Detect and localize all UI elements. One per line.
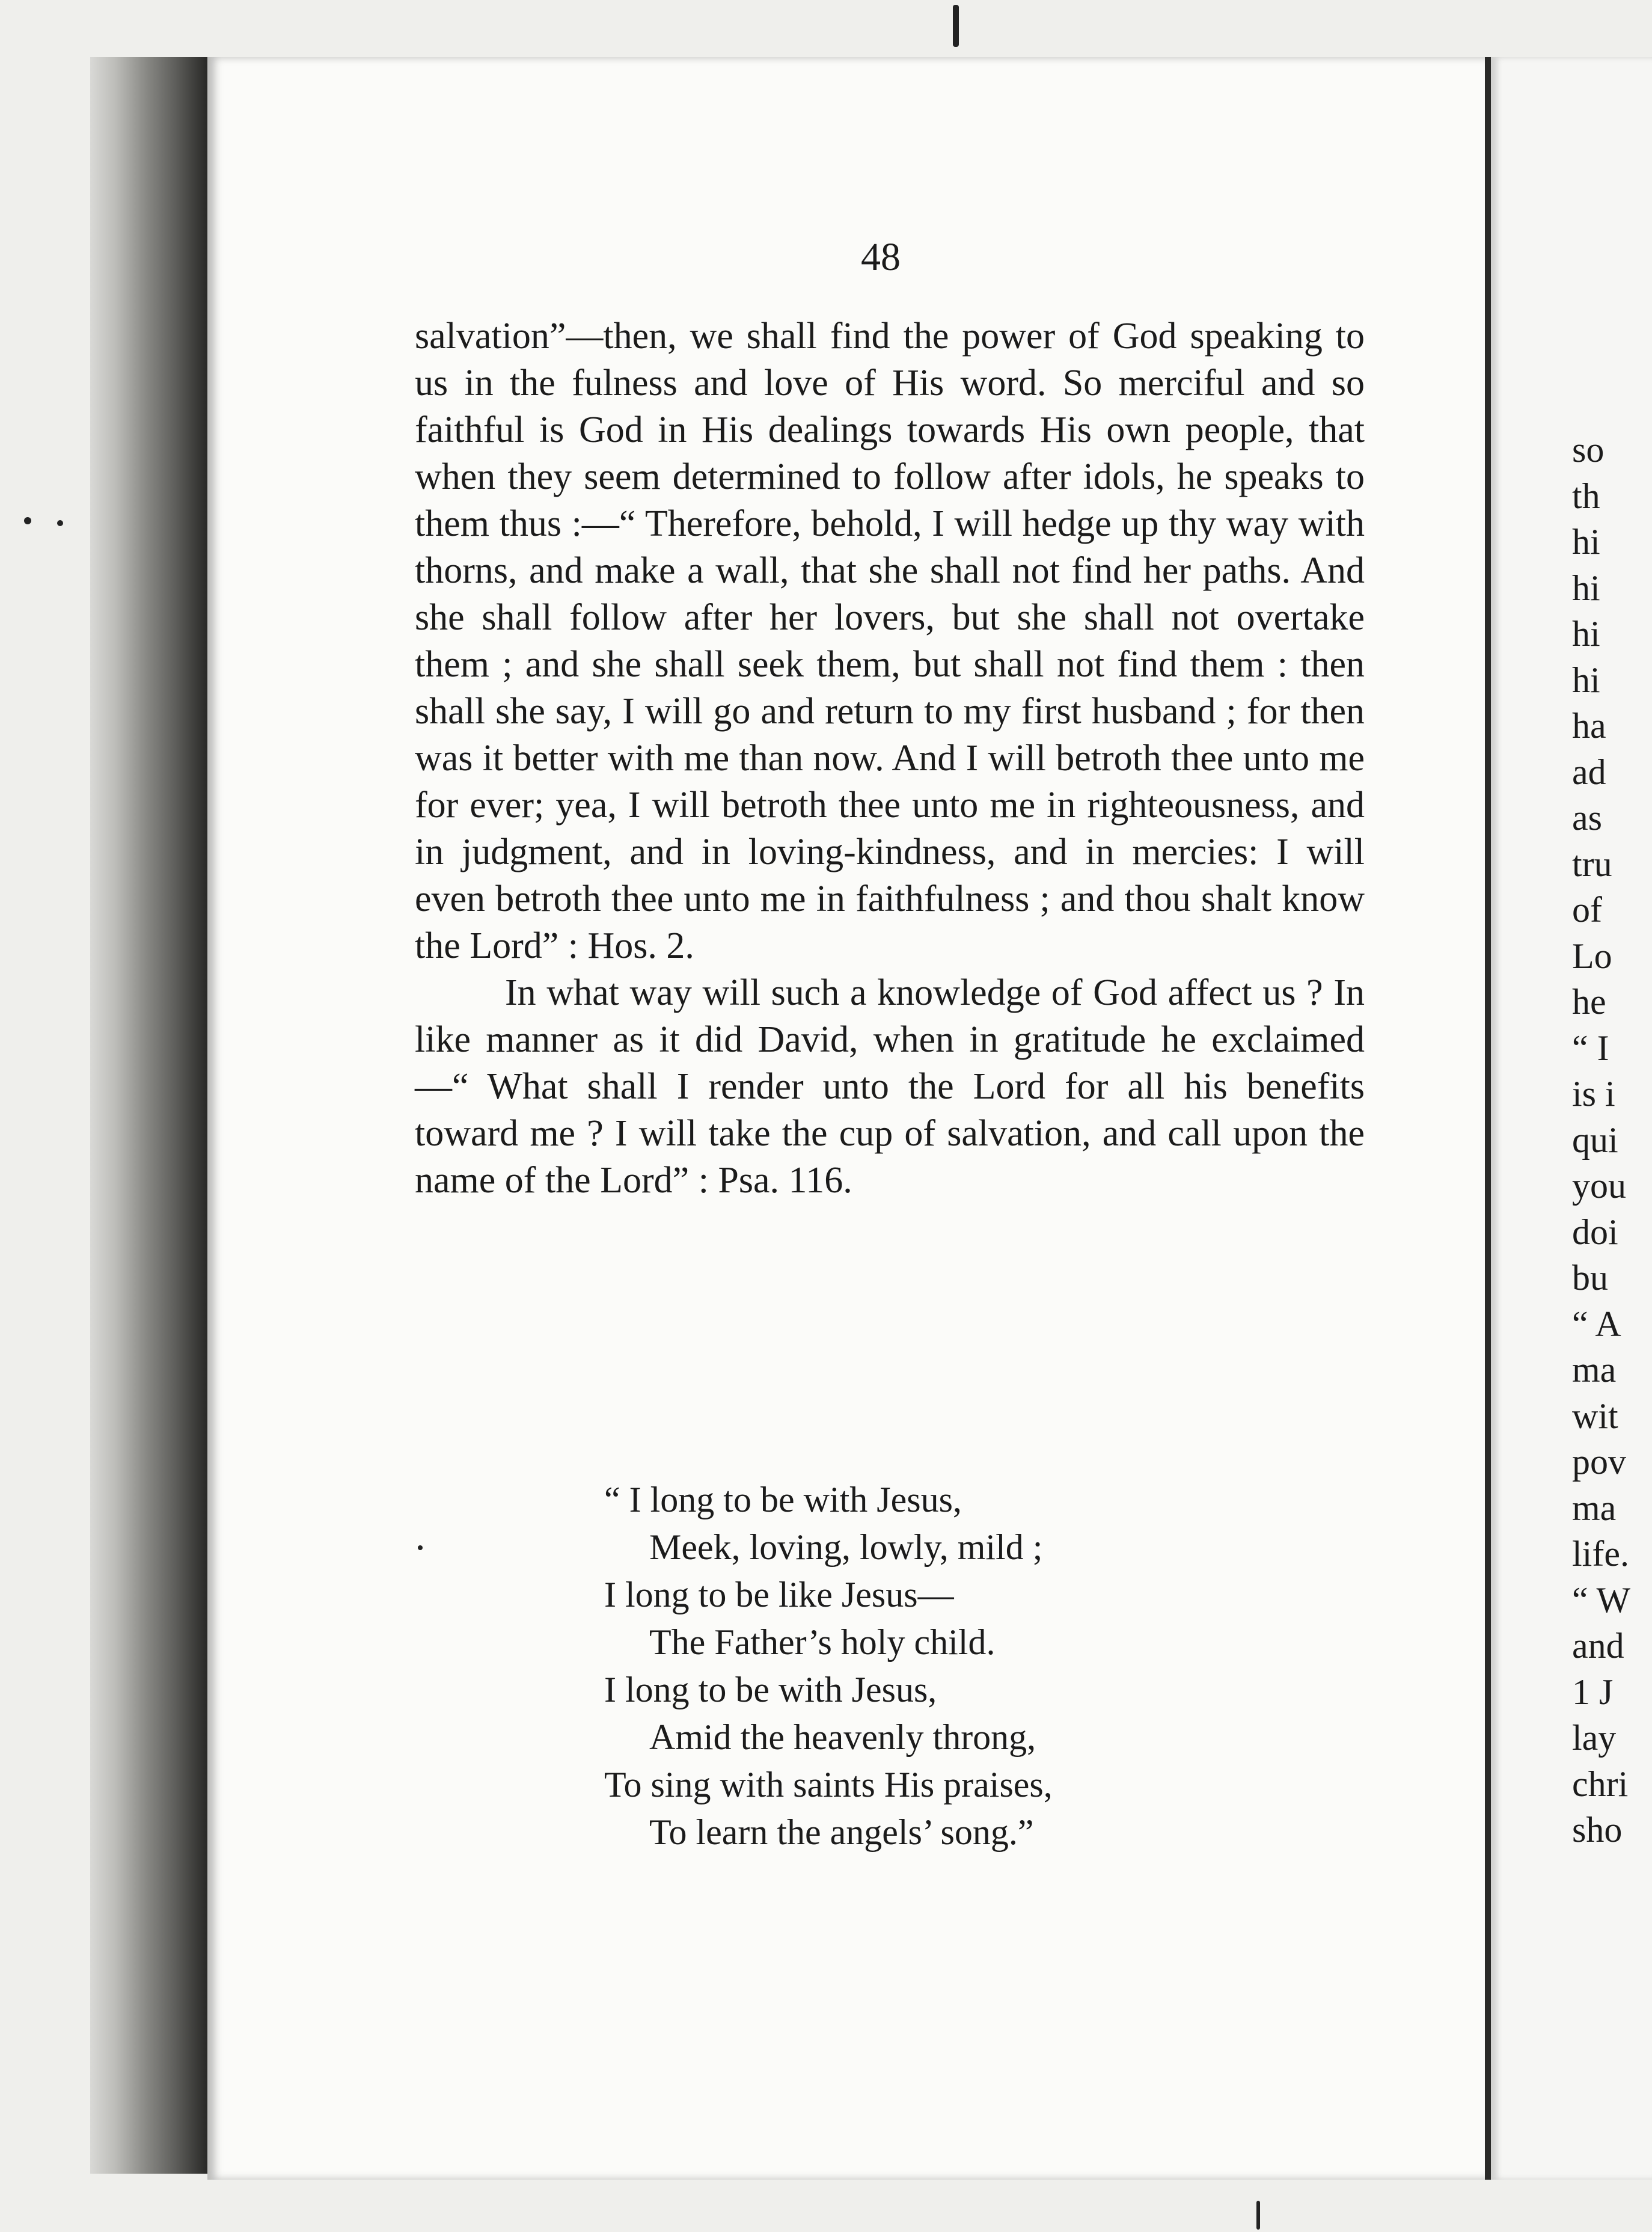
facing-line: he <box>1572 982 1606 1022</box>
scan-speck <box>57 520 63 526</box>
facing-page-text <box>1572 427 1652 1853</box>
body-text <box>415 313 1365 1204</box>
poem-line: The Father’s holy child. <box>649 1622 996 1662</box>
paragraph-1: salvation”—then, we shall find the power of God speaking to us in the fulness and love of His word. So merciful and so faithful is God in His dealings towards His own people, that when they seem determined to follow after idols, he speaks to them thus :—“ Therefore, behold, I will hedge up thy way with thorns, and make a wall, that she shall not find her paths. And she shall follow after her lovers, but she shall not overtake them ; and she shall seek them, but shall not find them : then shall she say, I will go and return to my first husband ; for then was it better with me than now. And I will betroth thee unto me for ever; yea, I will betroth thee unto me in righteousness, and in judgment, and in loving-kindness, and in mercies: I will even betroth thee unto me in faithfulness ; and thou shalt know the Lord” : Hos. 2. <box>415 316 1365 966</box>
facing-line: hi <box>1572 522 1600 562</box>
poem-line: I long to be like Jesus— <box>604 1575 954 1614</box>
facing-line: qui <box>1572 1120 1618 1160</box>
poem-line: “ I long to be with Jesus, <box>604 1480 962 1519</box>
facing-line: Lo <box>1572 936 1612 976</box>
facing-line: you <box>1572 1166 1626 1206</box>
facing-line: hi <box>1572 568 1600 608</box>
facing-line: 1 J <box>1572 1672 1614 1712</box>
facing-line: ad <box>1572 752 1606 792</box>
facing-line: and <box>1572 1626 1624 1666</box>
facing-line: sho <box>1572 1810 1623 1850</box>
facing-page <box>1491 57 1652 2180</box>
hymn-verse <box>604 1476 1265 1856</box>
facing-line: doi <box>1572 1212 1618 1252</box>
poem-line: To learn the angels’ song.” <box>649 1812 1034 1852</box>
poem-line: I long to be with Jesus, <box>604 1670 937 1709</box>
scan-speck <box>953 5 959 47</box>
scan-speck <box>1256 2201 1260 2230</box>
facing-line: chri <box>1572 1764 1629 1804</box>
facing-line: ha <box>1572 706 1606 746</box>
facing-line: ma <box>1572 1350 1617 1390</box>
facing-line: as <box>1572 798 1602 838</box>
poem-line: To sing with saints His praises, <box>604 1765 1053 1804</box>
facing-line: lay <box>1572 1718 1617 1758</box>
facing-line: “ W <box>1572 1580 1631 1620</box>
poem-line: Amid the heavenly throng, <box>649 1717 1036 1757</box>
facing-line: bu <box>1572 1258 1608 1298</box>
scan-speck <box>418 1545 423 1550</box>
facing-line: th <box>1572 476 1600 516</box>
facing-line: wit <box>1572 1396 1618 1436</box>
facing-line: hi <box>1572 614 1600 654</box>
poem-line: Meek, loving, lowly, mild ; <box>649 1527 1043 1567</box>
facing-line: life. <box>1572 1534 1629 1574</box>
facing-line: pov <box>1572 1442 1626 1482</box>
facing-line: “ I <box>1572 1028 1609 1068</box>
facing-line: of <box>1572 890 1602 930</box>
paragraph-2: In what way will such a knowledge of God affect us ? In like manner as it did David, when in gratitude he exclaimed —“ What shall I render unto the Lord for all his benefits toward me ? I will take the cup of salvation, and call upon the name of the Lord” : Psa. 116. <box>415 972 1365 1201</box>
facing-line: ma <box>1572 1488 1617 1528</box>
page-number: 48 <box>861 235 901 279</box>
facing-line: hi <box>1572 660 1600 700</box>
facing-line: “ A <box>1572 1304 1621 1344</box>
scan-speck <box>24 517 31 524</box>
facing-line: is i <box>1572 1074 1615 1114</box>
facing-line: tru <box>1572 844 1612 884</box>
facing-line: so <box>1572 430 1605 470</box>
